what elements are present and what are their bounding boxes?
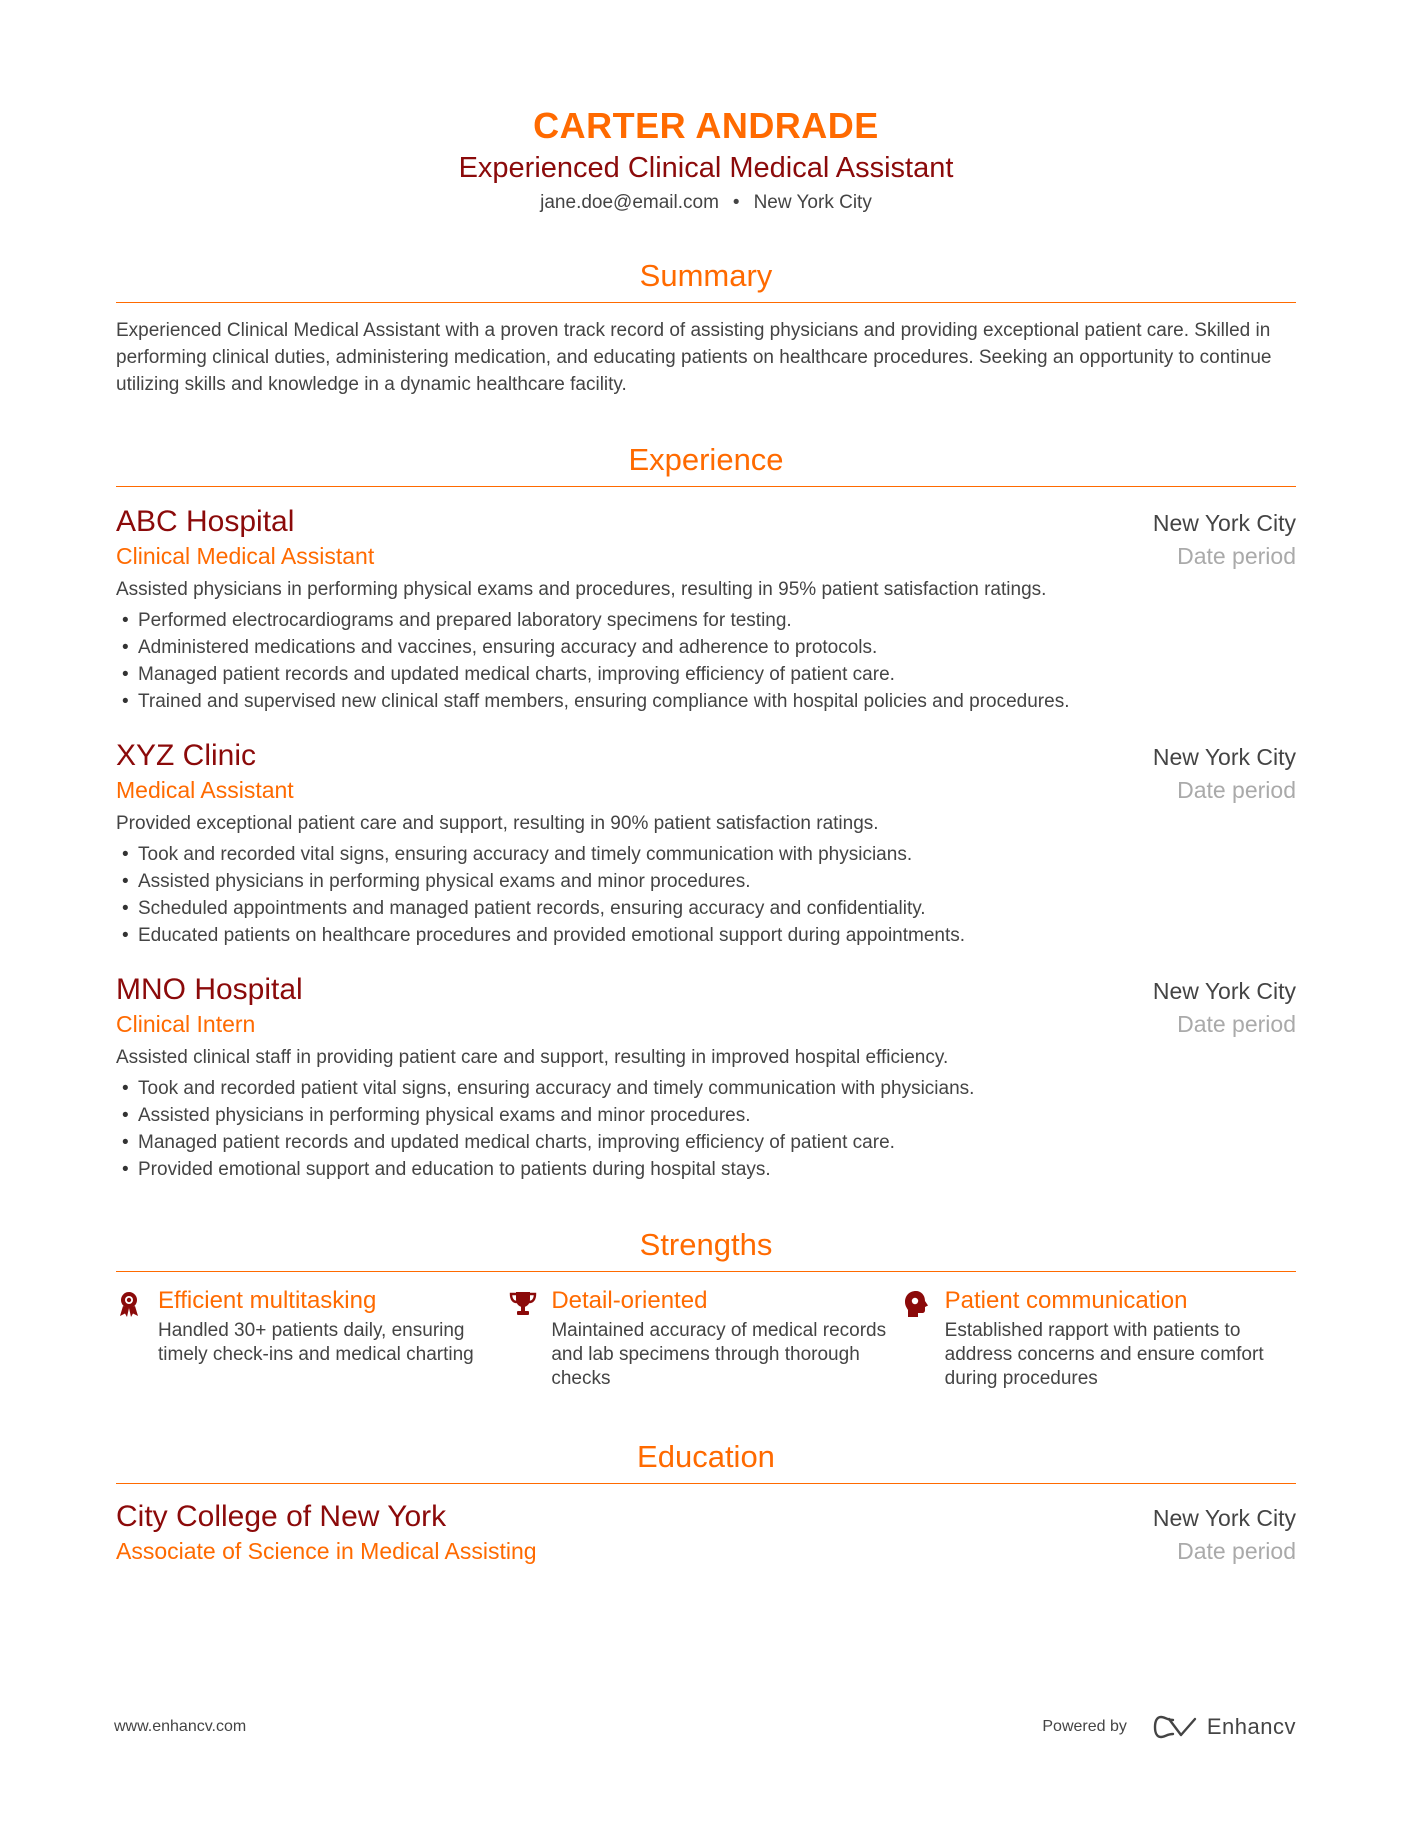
job-bullet: • Took and recorded patient vital signs, ensuring accuracy and timely communication with physicians. [116, 1075, 1296, 1102]
job-bullets [116, 1075, 1296, 1183]
strength-title: Efficient multitasking [158, 1287, 377, 1314]
school-name: City College of New York [116, 1500, 447, 1533]
job-role: Clinical Intern [116, 1011, 256, 1037]
job-bullet: • Assisted physicians in performing physical exams and minor procedures. [116, 1102, 1296, 1129]
strength-item [509, 1286, 902, 1391]
job-org: MNO Hospital [116, 973, 303, 1006]
job-bullet: • Scheduled appointments and managed patient records, ensuring accuracy and confidentiality. [116, 895, 1296, 922]
job-description: Assisted physicians in performing physical exams and procedures, resulting in 95% patient satisfaction ratings. [116, 579, 1047, 600]
strength-desc: Established rapport with patients to address concerns and ensure comfort during procedures [944, 1320, 1264, 1389]
head-icon [903, 1286, 945, 1391]
resume-header [116, 104, 1296, 216]
enhancv-logo-icon [1153, 1715, 1199, 1739]
job-location: New York City [1152, 978, 1296, 1004]
award-icon [116, 1286, 158, 1391]
education-entry [116, 1498, 1296, 1566]
brand-name: Enhancv [1206, 1714, 1296, 1739]
experience-section [116, 440, 1296, 1183]
powered-by-label: Powered by [1042, 1718, 1127, 1735]
job-bullet: • Managed patient records and updated medical charts, improving efficiency of patient care. [116, 661, 1296, 688]
job-description: Provided exceptional patient care and support, resulting in 90% patient satisfaction ratings. [116, 813, 879, 834]
contact-separator: • [732, 192, 740, 213]
job-bullet: • Provided emotional support and education to patients during hospital stays. [116, 1156, 1296, 1183]
strengths-section [116, 1225, 1296, 1391]
strength-title: Detail-oriented [551, 1287, 708, 1314]
enhancv-logo[interactable] [1153, 1714, 1296, 1740]
strengths-heading: Strengths [116, 1225, 1296, 1272]
job-bullet: • Managed patient records and updated medical charts, improving efficiency of patient care. [116, 1129, 1296, 1156]
strength-title: Patient communication [944, 1287, 1188, 1314]
job-bullet: • Educated patients on healthcare procedures and provided emotional support during appointments. [116, 922, 1296, 949]
summary-section [116, 256, 1296, 398]
job-bullet: • Trained and supervised new clinical staff members, ensuring compliance with hospital policies and procedures. [116, 688, 1296, 715]
job-role: Clinical Medical Assistant [116, 543, 375, 569]
job-location: New York City [1152, 744, 1296, 770]
footer-site-link[interactable]: www.enhancv.com [114, 1718, 247, 1735]
job-entry [116, 737, 1296, 949]
job-bullet: • Assisted physicians in performing physical exams and minor procedures. [116, 868, 1296, 895]
job-entry [116, 971, 1296, 1183]
job-bullet: • Administered medications and vaccines, ensuring accuracy and adherence to protocols. [116, 634, 1296, 661]
summary-heading: Summary [116, 256, 1296, 303]
job-date: Date period [1177, 777, 1296, 803]
job-description: Assisted clinical staff in providing patient care and support, resulting in improved hospital efficiency. [116, 1047, 949, 1068]
job-role: Medical Assistant [116, 777, 294, 803]
school-location: New York City [1152, 1505, 1296, 1531]
candidate-title: Experienced Clinical Medical Assistant [458, 152, 954, 184]
powered-by [1042, 1714, 1296, 1740]
job-date: Date period [1177, 1011, 1296, 1037]
job-location: New York City [1152, 510, 1296, 536]
footer [114, 1714, 1296, 1740]
education-heading: Education [116, 1437, 1296, 1484]
degree: Associate of Science in Medical Assisting [116, 1538, 537, 1564]
email[interactable]: jane.doe@email.com [540, 192, 719, 213]
summary-text: Experienced Clinical Medical Assistant with a proven track record of assisting physicians and providing exceptional patient care. Skilled in performing clinical duties, administering medication, and educating patients on healthcare procedures. Seeking an opportunity to continue utilizing skills and knowledge in a dynamic healthcare facility. [116, 320, 1272, 395]
strength-desc: Maintained accuracy of medical records and lab specimens through thorough checks [551, 1320, 887, 1389]
education-section [116, 1437, 1296, 1566]
education-date: Date period [1177, 1538, 1296, 1564]
header-location: New York City [753, 192, 872, 213]
job-bullet: • Performed electrocardiograms and prepared laboratory specimens for testing. [116, 607, 1296, 634]
job-bullets [116, 841, 1296, 949]
job-org: ABC Hospital [116, 505, 295, 538]
job-date: Date period [1177, 543, 1296, 569]
strength-desc: Handled 30+ patients daily, ensuring timely check-ins and medical charting [158, 1320, 474, 1365]
experience-heading: Experience [116, 440, 1296, 487]
strength-item [903, 1286, 1296, 1391]
trophy-icon [509, 1286, 551, 1391]
candidate-name: CARTER ANDRADE [533, 105, 879, 146]
job-bullets [116, 607, 1296, 715]
job-org: XYZ Clinic [116, 739, 257, 772]
contact-line [116, 190, 1296, 216]
job-bullet: • Took and recorded vital signs, ensuring accuracy and timely communication with physicians. [116, 841, 1296, 868]
strength-item [116, 1286, 509, 1391]
job-entry [116, 503, 1296, 715]
